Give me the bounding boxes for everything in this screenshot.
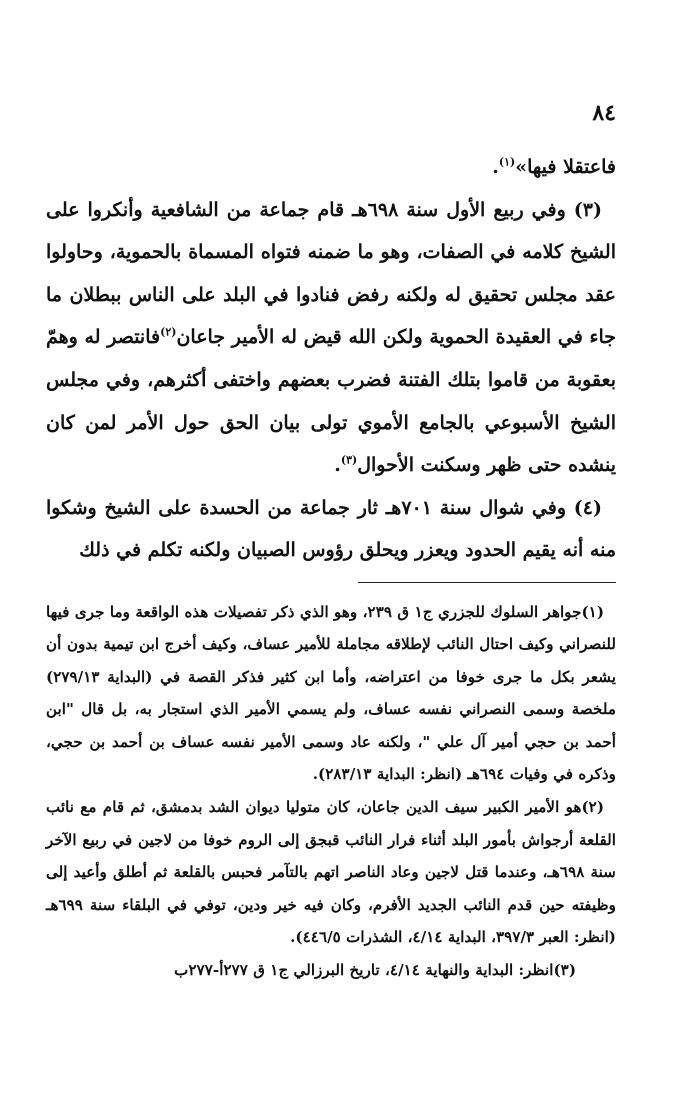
footnote-divider xyxy=(358,582,616,583)
footnote-1: (١)جواهر السلوك للجزري ج١ ق ٢٣٩، وهو الذي ذكر تفصيلات هذه الواقعة وما جرى فيها للنصراني وكيف احتال النائب لإطلاقه مجاملة للأمير عساف، وكيف أخرج ابن تيمية بدون أن يشعر بكل ما جرى خوفا من اعتراضه، وأما ابن كثير فذكر القصة في (البداية ٢٧٩/١٣) ملخصة وسمى النصراني نفسه عساف، ولم يسمي الأمير الذي استجار به، بل قال "ابن أحمد بن حجي أمير آل علي "، ولكنه عاد وسمى الأمير نفسه عساف بن أحمد بن حجي، وذكره في وفيات ٦٩٤هـ (انظر: البداية ٢٨٣/١٣). xyxy=(46,603,616,784)
book-page xyxy=(46,0,616,1097)
footnote-3: (٣)انظر: البداية والنهاية ٤/١٤، تاريخ البرزالي ج١ ق ٢٧٧أ-٢٧٧ب xyxy=(174,961,576,980)
paragraph-continuation xyxy=(46,146,616,189)
footnote-2: (٢)هو الأمير الكبير سيف الدين جاعان، كان متوليا ديوان الشد بدمشق، ثم قام مع نائب القلعة أرجواش بأمور البلد أثناء فرار النائب قبجق إلى الروم خوفا من لاجين في ربيع الآخر سنة ٦٩٨هـ، وعندما قتل لاجين وعاد الناصر اتهم بالتآمر فحبس بالقلعة ثم أطلق وأعيد إلى وظيفته حين قدم النائب الجديد الأفرم، وكان فيه خير ودين، توفي في البلقاء سنة ٦٩٩هـ (انظر: العبر ٣٩٧/٣، البداية ٤/١٤، الشذرات ٤٤٦/٥). xyxy=(46,798,616,947)
paragraph-3-part-b: فانتصر له وهمّ بعقوبة من قاموا بتلك الفتنة فضرب بعضهم واختفى أكثرهم، وفي مجلس الشيخ الأسبوعي بالجامع الأموي تولى بيان الحق حول الأمر لمن كان ينشده حتى ظهر وسكنت الأحوال xyxy=(46,326,616,477)
paragraph-3-part-a: (٣) وفي ربيع الأول سنة ٦٩٨هـ قام جماعة من الشافعية وأنكروا على الشيخ كلامه في الصفات، وهو ما ضمنه فتواه المسماة بالحموية، وحاولوا عقد مجلس تحقيق له ولكنه رفض فنادوا في البلد على الناس ببطلان ما جاء في العقيدة الحموية ولكن الله قيض له الأمير جاعان xyxy=(46,198,616,349)
footnote-ref-2[interactable]: (٢) xyxy=(160,326,177,340)
footnote-ref-3[interactable]: (٣) xyxy=(340,453,358,467)
page-number: ٨٤ xyxy=(592,100,616,126)
paragraph-3 xyxy=(46,189,616,487)
paragraph-continuation-text: فاعتقلا فيها» xyxy=(515,156,616,178)
footnote-ref-1[interactable]: (١) xyxy=(498,155,516,169)
paragraph-4: (٤) وفي شوال سنة ٧٠١هـ ثار جماعة من الحسدة على الشيخ وشكوا منه أنه يقيم الحدود ويعزر ويحلق رؤوس الصبيان ولكنه تكلم في ذلك xyxy=(46,496,616,562)
paragraph-continuation-end: . xyxy=(492,156,499,178)
footnotes xyxy=(46,596,616,988)
main-text xyxy=(46,146,616,572)
paragraph-3-end: . xyxy=(334,454,341,477)
